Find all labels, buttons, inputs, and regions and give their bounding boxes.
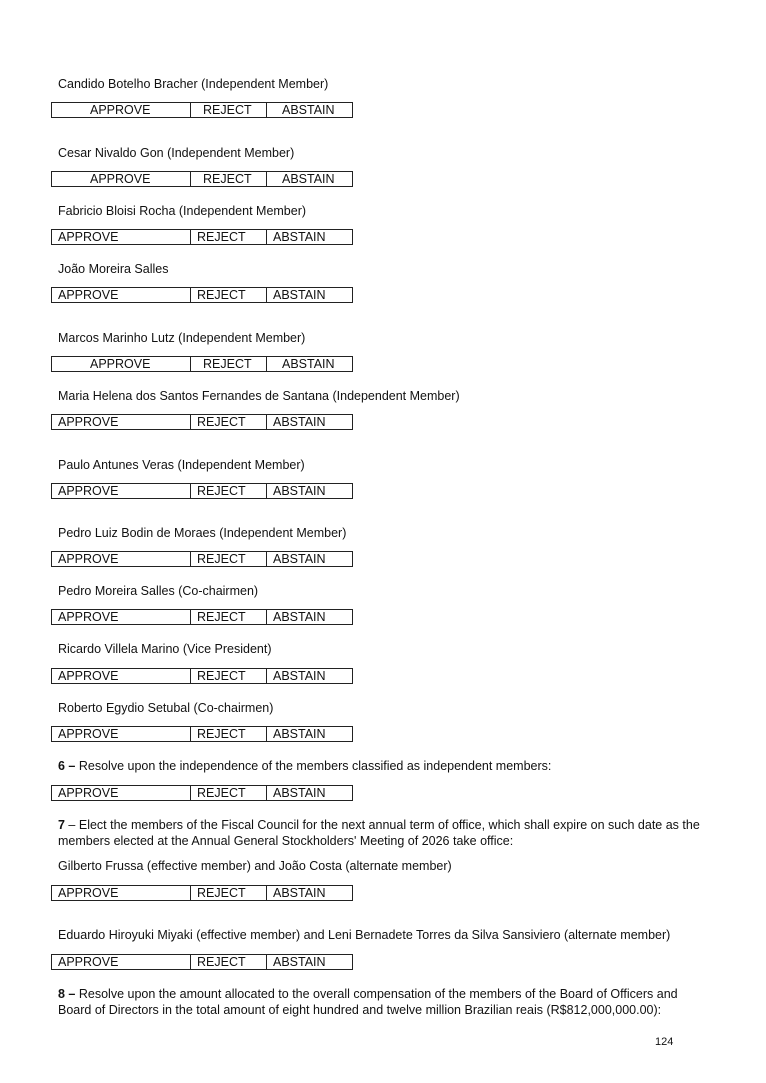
vote-box xyxy=(51,668,353,684)
member-name: Maria Helena dos Santos Fernandes de Santana (Independent Member) xyxy=(58,389,460,403)
vote-box xyxy=(51,229,353,245)
abstain-option[interactable]: ABSTAIN xyxy=(273,552,326,566)
member-name: Pedro Luiz Bodin de Moraes (Independent Member) xyxy=(58,526,347,540)
approve-option[interactable]: APPROVE xyxy=(52,230,191,244)
member-name: Fabricio Bloisi Rocha (Independent Member) xyxy=(58,204,307,218)
abstain-option[interactable]: ABSTAIN xyxy=(282,172,335,186)
approve-option[interactable]: APPROVE xyxy=(52,610,191,624)
approve-option[interactable]: APPROVE xyxy=(52,172,191,186)
member-name: Paulo Antunes Veras (Independent Member) xyxy=(58,458,305,472)
abstain-option[interactable]: ABSTAIN xyxy=(282,357,335,371)
approve-option[interactable]: APPROVE xyxy=(52,103,191,117)
member-name: Ricardo Villela Marino (Vice President) xyxy=(58,642,272,656)
reject-option[interactable]: REJECT xyxy=(191,669,267,683)
reject-option[interactable]: REJECT xyxy=(191,103,267,117)
vote-box xyxy=(51,551,353,567)
reject-option[interactable]: REJECT xyxy=(191,727,267,741)
reject-option[interactable]: REJECT xyxy=(191,955,267,969)
abstain-option[interactable]: ABSTAIN xyxy=(273,727,326,741)
vote-box xyxy=(51,785,353,801)
reject-option[interactable]: REJECT xyxy=(191,552,267,566)
item-8-text xyxy=(58,986,708,1018)
vote-box xyxy=(51,885,353,901)
item-8-number: 8 – xyxy=(58,987,76,1001)
member-name: Pedro Moreira Salles (Co-chairmen) xyxy=(58,584,259,598)
vote-box xyxy=(51,483,353,499)
approve-option[interactable]: APPROVE xyxy=(52,955,191,969)
item-6-text xyxy=(58,758,708,774)
approve-option[interactable]: APPROVE xyxy=(52,552,191,566)
item-8-body: Resolve upon the amount allocated to the overall compensation of the members of the Board of Officers and Board of Directors in the total amount of eight hundred and twelve million Brazilian reais (R$812,000,000.00): xyxy=(58,987,678,1017)
reject-option[interactable]: REJECT xyxy=(191,230,267,244)
abstain-option[interactable]: ABSTAIN xyxy=(273,484,326,498)
approve-option[interactable]: APPROVE xyxy=(52,357,191,371)
reject-option[interactable]: REJECT xyxy=(191,172,267,186)
vote-box xyxy=(51,414,353,430)
member-name: Marcos Marinho Lutz (Independent Member) xyxy=(58,331,306,345)
approve-option[interactable]: APPROVE xyxy=(52,669,191,683)
item-7-number: 7 xyxy=(58,818,65,832)
vote-box xyxy=(51,356,353,372)
abstain-option[interactable]: ABSTAIN xyxy=(273,288,326,302)
member-name: Cesar Nivaldo Gon (Independent Member) xyxy=(58,146,295,160)
reject-option[interactable]: REJECT xyxy=(191,415,267,429)
item-6-number: 6 – xyxy=(58,759,76,773)
page-number: 124 xyxy=(655,1036,674,1048)
reject-option[interactable]: REJECT xyxy=(191,886,267,900)
abstain-option[interactable]: ABSTAIN xyxy=(273,610,326,624)
abstain-option[interactable]: ABSTAIN xyxy=(273,886,326,900)
member-name: João Moreira Salles xyxy=(58,262,169,276)
member-name: Candido Botelho Bracher (Independent Member) xyxy=(58,77,329,91)
reject-option[interactable]: REJECT xyxy=(191,786,267,800)
member-name: Roberto Egydio Setubal (Co-chairmen) xyxy=(58,701,274,715)
reject-option[interactable]: REJECT xyxy=(191,357,267,371)
approve-option[interactable]: APPROVE xyxy=(52,786,191,800)
abstain-option[interactable]: ABSTAIN xyxy=(282,103,335,117)
vote-box xyxy=(51,954,353,970)
approve-option[interactable]: APPROVE xyxy=(52,288,191,302)
item-6-body: Resolve upon the independence of the members classified as independent members: xyxy=(75,759,552,773)
abstain-option[interactable]: ABSTAIN xyxy=(273,415,326,429)
reject-option[interactable]: REJECT xyxy=(191,610,267,624)
vote-box xyxy=(51,287,353,303)
fiscal-council-pair: Eduardo Hiroyuki Miyaki (effective member) and Leni Bernadete Torres da Silva Sansiviero (alternate member) xyxy=(58,928,671,942)
approve-option[interactable]: APPROVE xyxy=(52,415,191,429)
approve-option[interactable]: APPROVE xyxy=(52,484,191,498)
abstain-option[interactable]: ABSTAIN xyxy=(273,230,326,244)
item-7-body: – Elect the members of the Fiscal Council for the next annual term of office, which shall expire on such date as the members elected at the Annual General Stockholders' Meeting of 2026 take office: xyxy=(58,818,700,848)
abstain-option[interactable]: ABSTAIN xyxy=(273,669,326,683)
vote-box xyxy=(51,171,353,187)
approve-option[interactable]: APPROVE xyxy=(52,727,191,741)
vote-box xyxy=(51,102,353,118)
approve-option[interactable]: APPROVE xyxy=(52,886,191,900)
item-7-text xyxy=(58,817,708,849)
fiscal-council-pair: Gilberto Frussa (effective member) and João Costa (alternate member) xyxy=(58,859,452,873)
vote-box xyxy=(51,726,353,742)
reject-option[interactable]: REJECT xyxy=(191,484,267,498)
reject-option[interactable]: REJECT xyxy=(191,288,267,302)
abstain-option[interactable]: ABSTAIN xyxy=(273,786,326,800)
vote-box xyxy=(51,609,353,625)
abstain-option[interactable]: ABSTAIN xyxy=(273,955,326,969)
